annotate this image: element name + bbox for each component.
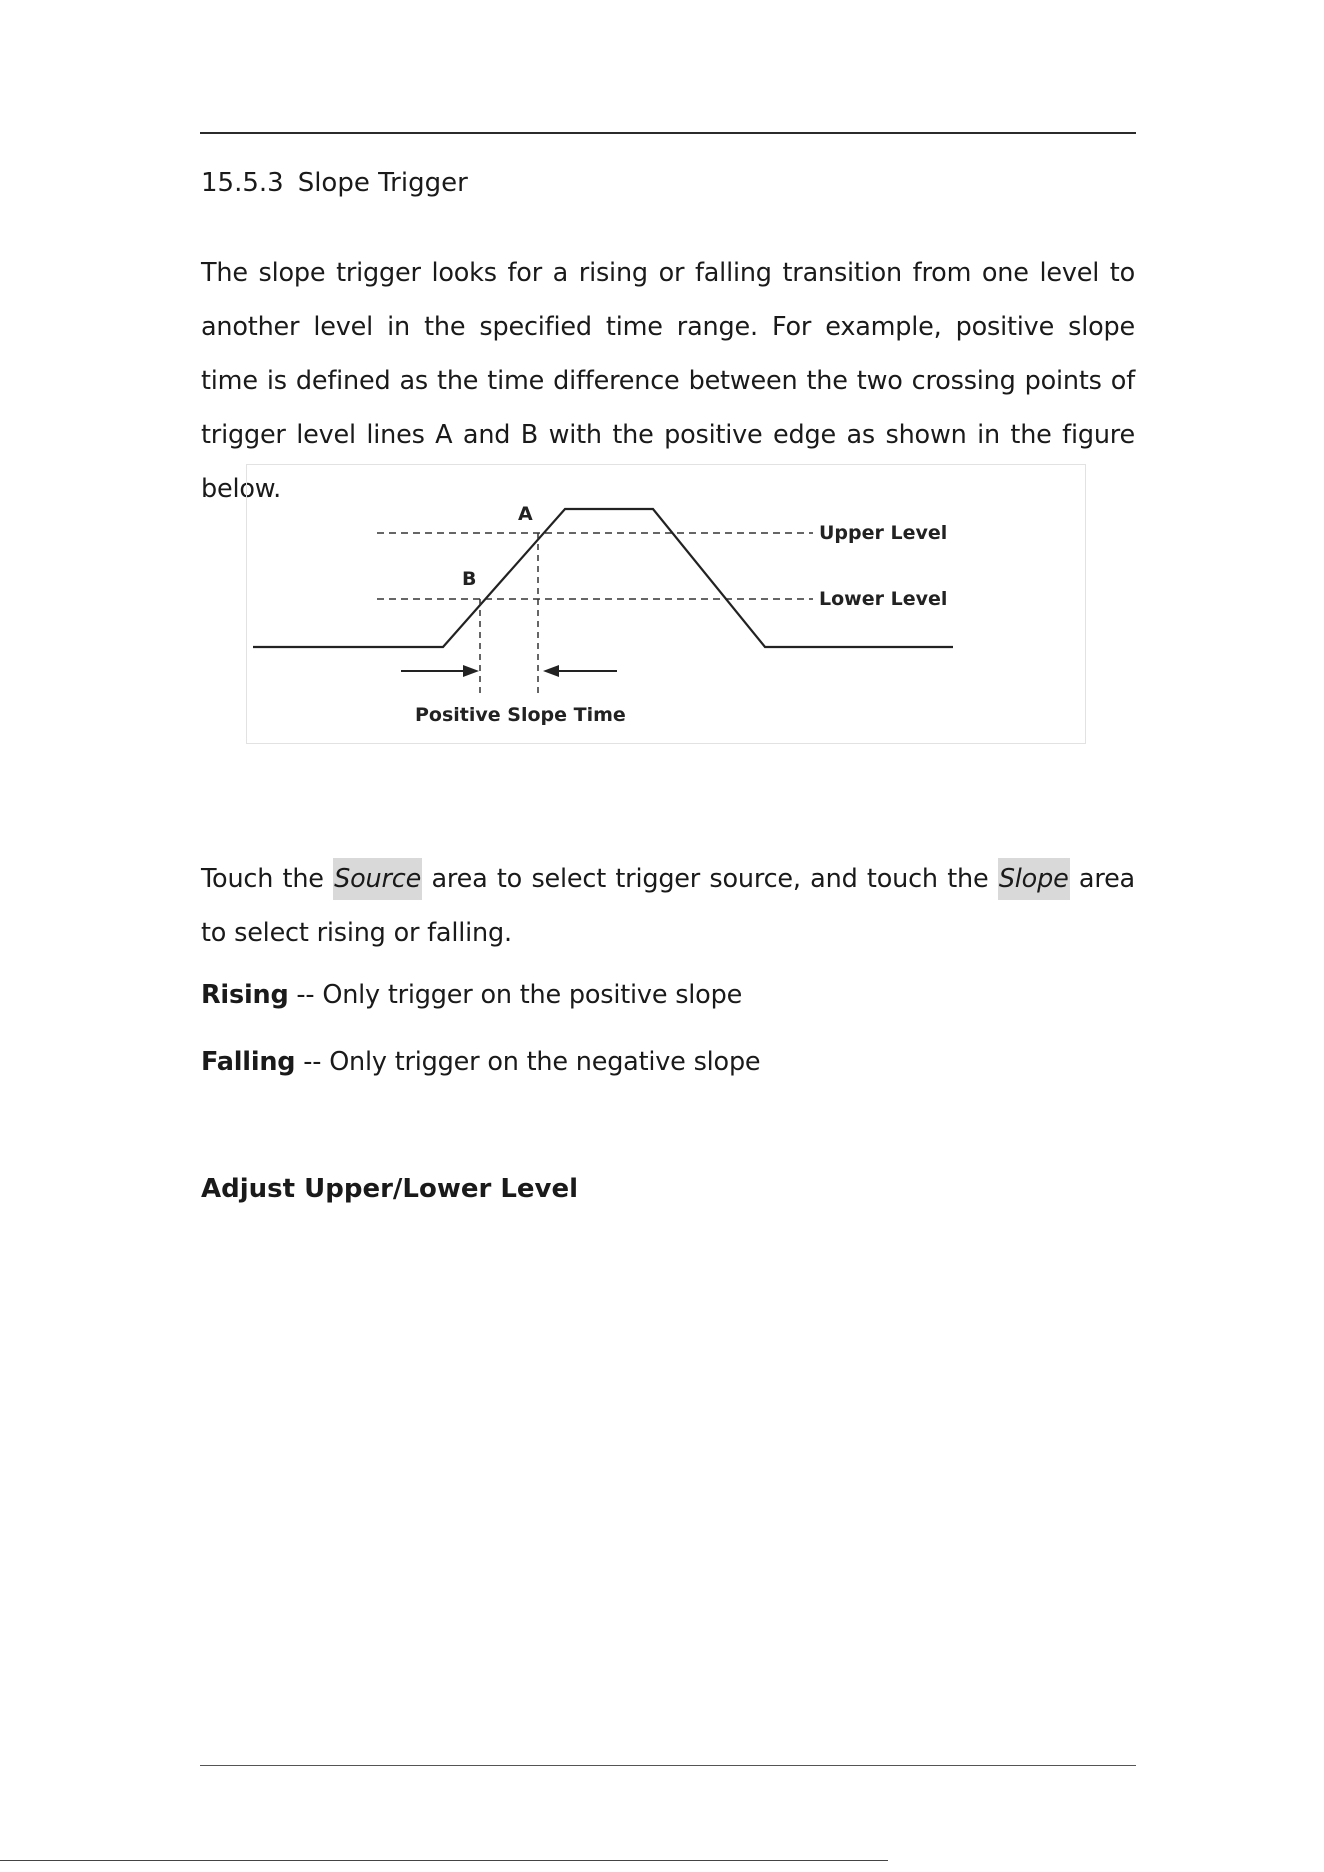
positive-slope-time-label: Positive Slope Time (415, 704, 626, 726)
label-b: B (462, 568, 477, 590)
page-bottom-rule (0, 1860, 888, 1861)
rising-term: Rising (201, 980, 289, 1010)
right-arrowhead (543, 665, 559, 677)
intro-paragraph: The slope trigger looks for a rising or falling transition from one level to another level in the specified time range. For example, positive slope time is defined as the time difference between the two crossing points of trigger level lines A and B with the positive edge as shown in the figure below. (201, 258, 1135, 504)
upper-level-label: Upper Level (819, 522, 948, 544)
rising-description: -- Only trigger on the positive slope (288, 980, 743, 1010)
touch-paragraph (201, 852, 1135, 960)
touch-text-1: Touch the (201, 864, 334, 894)
label-a: A (518, 503, 533, 525)
adjust-level-heading: Adjust Upper/Lower Level (201, 1174, 579, 1204)
touch-text-2: area to select trigger source, and touch the (422, 864, 998, 894)
section-title: Slope Trigger (297, 168, 468, 198)
header-rule (200, 132, 1136, 134)
touch-text-3: area to select rising or falling. (201, 864, 1135, 948)
slope-term: Slope (998, 858, 1070, 900)
source-term: Source (333, 858, 422, 900)
rising-definition (201, 968, 1135, 1022)
slope-diagram (247, 465, 1087, 745)
falling-definition (201, 1035, 1135, 1089)
footer-rule (200, 1765, 1136, 1766)
left-arrowhead (463, 665, 479, 677)
falling-description: -- Only trigger on the negative slope (295, 1047, 761, 1077)
section-number: 15.5.3 (201, 168, 284, 198)
slope-trigger-figure (246, 464, 1086, 744)
falling-term: Falling (201, 1047, 296, 1077)
section-heading (201, 168, 468, 198)
lower-level-label: Lower Level (819, 588, 948, 610)
